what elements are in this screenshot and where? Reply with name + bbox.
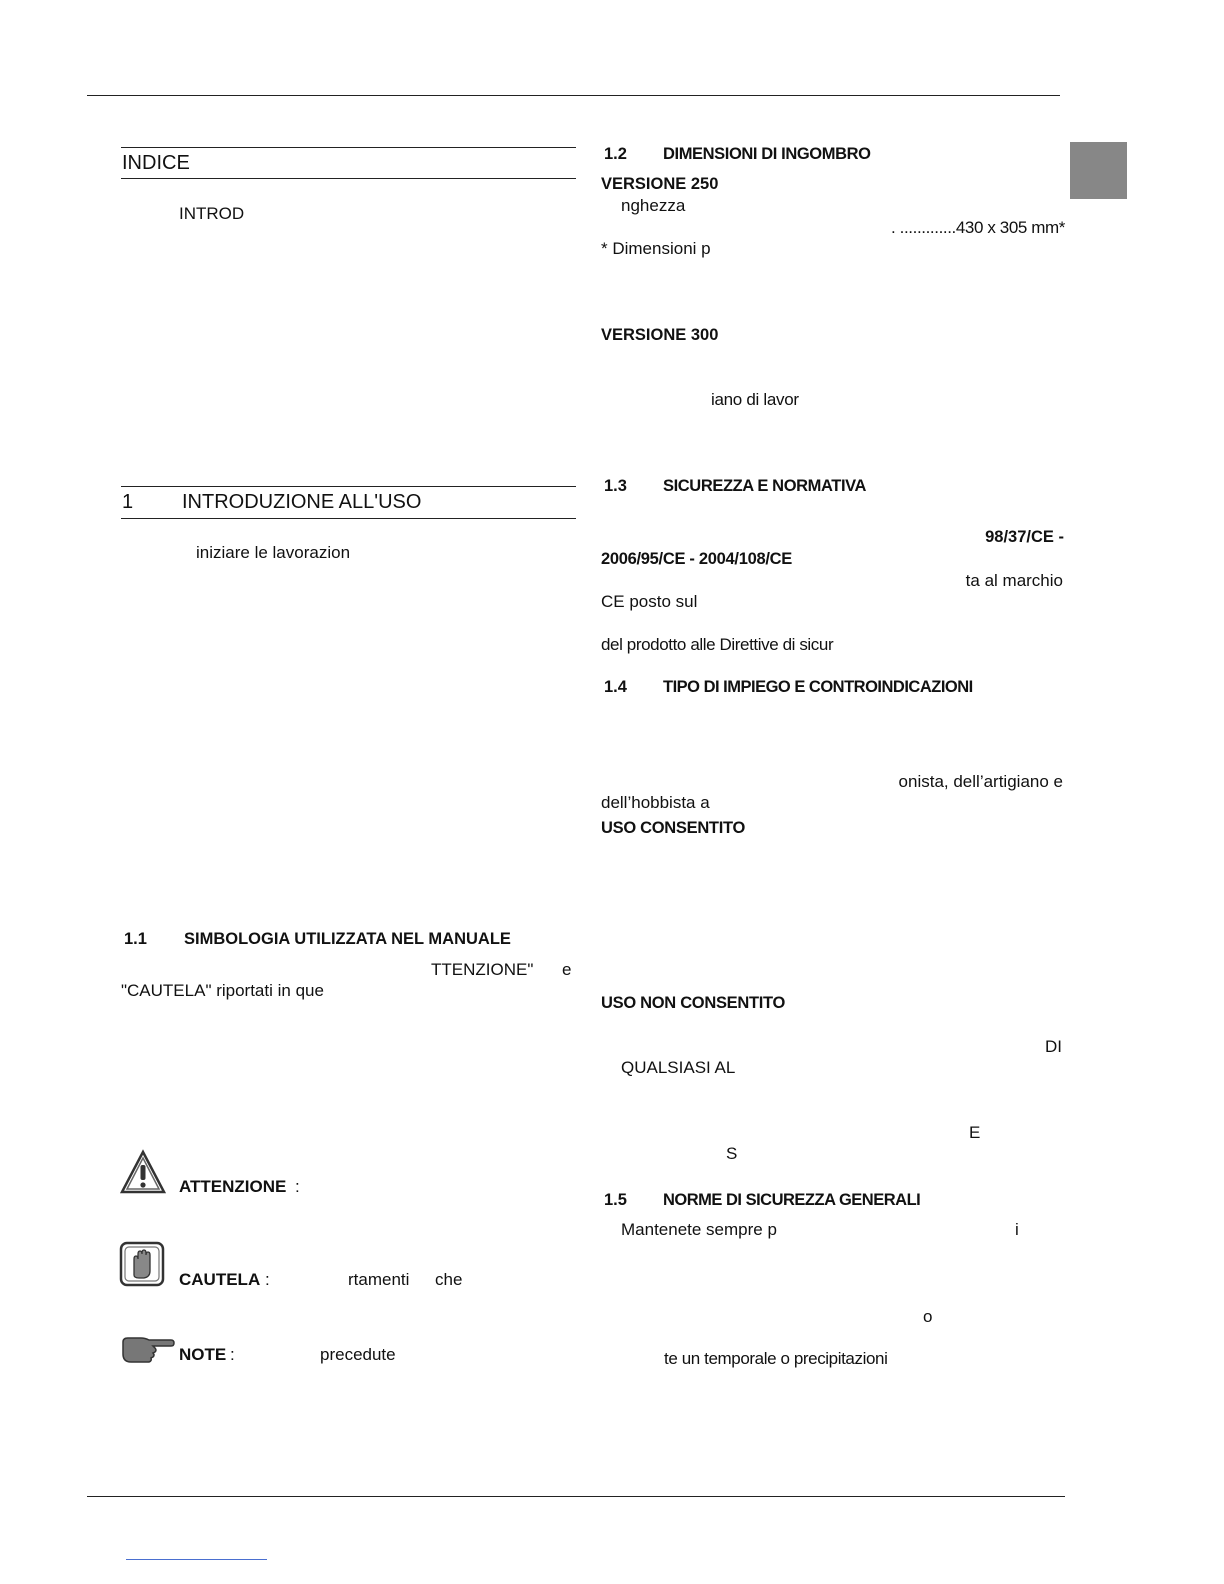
stop-hand-icon — [119, 1241, 165, 1287]
index-rule-top — [121, 147, 576, 148]
cautela-label: CAUTELA — [179, 1270, 261, 1289]
section-1-3-number: 1.3 — [604, 477, 627, 495]
section-1-2-title: DIMENSIONI DI INGOMBRO — [663, 145, 871, 163]
v250-line1: nghezza — [621, 196, 686, 215]
section-1-5-number: 1.5 — [604, 1191, 627, 1209]
attenzione-colon: : — [295, 1177, 300, 1196]
cautela-text-1: rtamenti — [348, 1270, 410, 1289]
note-text: precedute — [320, 1345, 396, 1364]
non-consentito-line: QUALSIASI AL — [621, 1058, 736, 1077]
top-rule — [87, 95, 1060, 96]
ce-line2: CE posto sul — [601, 592, 698, 611]
section-1-3-title: SICUREZZA E NORMATIVA — [663, 477, 867, 495]
intro-text: iniziare le lavorazion — [196, 543, 351, 562]
section1-rule-top — [121, 486, 576, 487]
uso-consentito-heading: USO CONSENTITO — [601, 819, 746, 837]
non-consentito-di: DI — [1045, 1037, 1062, 1056]
section-1-5-title: NORME DI SICUREZZA GENERALI — [663, 1191, 921, 1209]
attenzione-label: ATTENZIONE — [179, 1177, 287, 1196]
safety-o: o — [923, 1307, 933, 1326]
section1-title: INTRODUZIONE ALL'USO — [182, 491, 422, 513]
section1-number: 1 — [122, 491, 134, 513]
section1-rule-bottom — [121, 518, 576, 519]
pointing-hand-icon — [119, 1334, 175, 1366]
index-item: INTROD — [179, 204, 245, 223]
v250-dimensions: . .............430 x 305 mm* — [891, 218, 1065, 237]
use-line2: dell’hobbista a — [601, 793, 710, 812]
note-colon: : — [230, 1345, 235, 1364]
safety-line1b: i — [1015, 1220, 1019, 1239]
ce-line3: del prodotto alle Direttive di sicur — [601, 635, 834, 654]
v250-note: * Dimensioni p — [601, 239, 711, 258]
section-1-1-title: SIMBOLOGIA UTILIZZATA NEL MANUALE — [184, 930, 511, 948]
chapter-tab — [1070, 142, 1127, 199]
note-label: NOTE — [179, 1345, 227, 1364]
safety-line2: te un temporale o precipitazioni — [664, 1349, 888, 1368]
directive-line1: 98/37/CE - — [985, 528, 1064, 546]
ce-line1: ta al marchio — [965, 571, 1063, 590]
section-1-4-number: 1.4 — [604, 678, 627, 696]
use-line1: onista, dell’artigiano e — [898, 772, 1063, 791]
footer-link-underline — [126, 1559, 267, 1560]
index-heading: INDICE — [122, 152, 190, 174]
safety-line1a: Mantenete sempre p — [621, 1220, 777, 1239]
symbol-text-line2: "CAUTELA" riportati in que — [121, 981, 324, 1000]
non-consentito-e: E — [969, 1123, 981, 1142]
uso-non-consentito-heading: USO NON CONSENTITO — [601, 994, 786, 1012]
version-250-heading: VERSIONE 250 — [601, 175, 719, 193]
cautela-text-2: che — [435, 1270, 463, 1289]
section-1-4-title: TIPO DI IMPIEGO E CONTROINDICAZIONI — [663, 678, 973, 696]
section-1-2-number: 1.2 — [604, 145, 627, 163]
symbol-text-line1b: e — [562, 960, 572, 979]
version-300-heading: VERSIONE 300 — [601, 326, 719, 344]
non-consentito-s: S — [726, 1144, 738, 1163]
directive-line2: 2006/95/CE - 2004/108/CE — [601, 550, 792, 568]
warning-triangle-icon — [119, 1149, 167, 1195]
v300-line: iano di lavor — [711, 390, 799, 409]
section-1-1-number: 1.1 — [124, 930, 147, 948]
symbol-text-line1a: TTENZIONE" — [431, 960, 534, 979]
bottom-rule — [87, 1496, 1065, 1497]
cautela-colon: : — [265, 1270, 270, 1289]
index-rule-bottom — [121, 178, 576, 179]
